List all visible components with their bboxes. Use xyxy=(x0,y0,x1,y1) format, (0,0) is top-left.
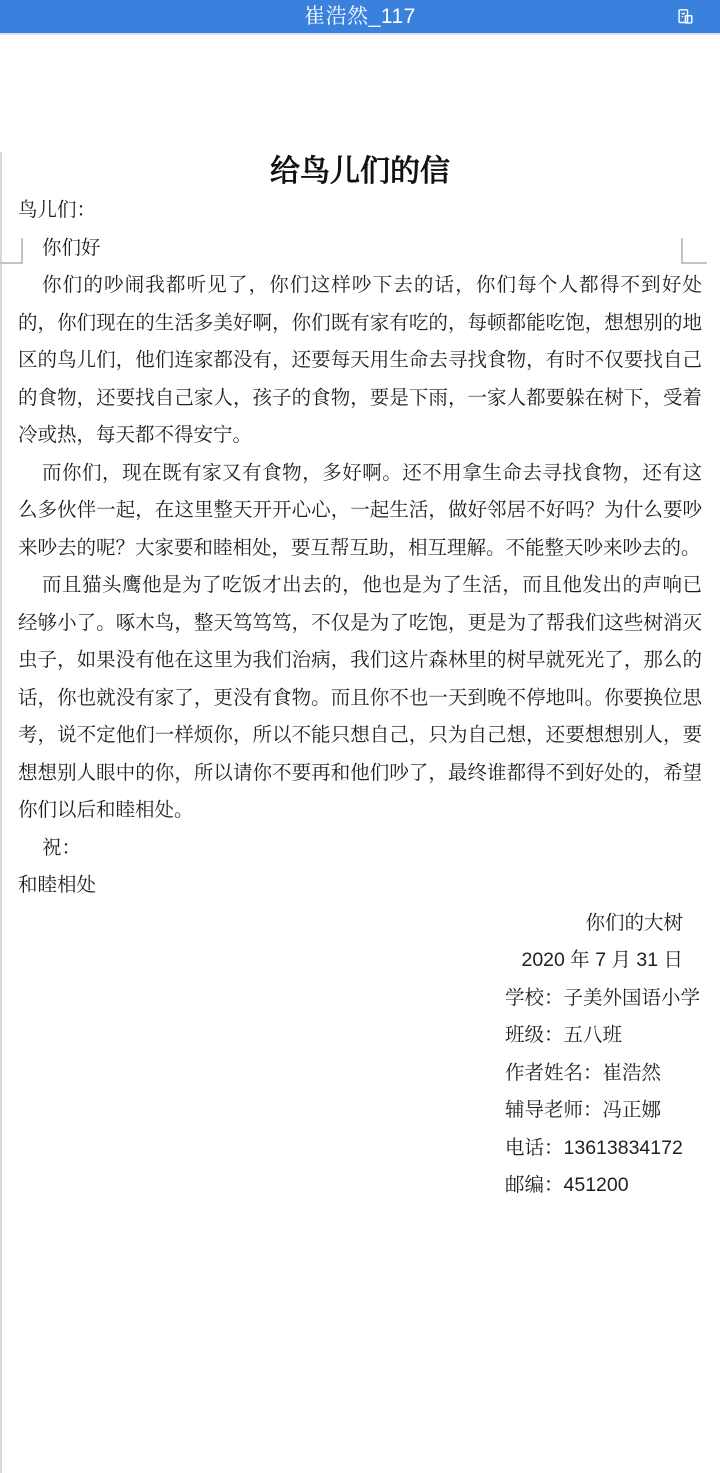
letter-date: 2020 年 7 月 31 日 xyxy=(521,949,683,971)
margin-cropmark-topright xyxy=(681,262,707,264)
meta-class: 班级：五八班 xyxy=(505,1024,623,1046)
letter-paragraph: 而你们，现在既有家又有食物，多好啊。还不用拿生命去寻找食物，还有这么多伙伴一起，在这里整天开开心心，一起生活，做好邻居不好吗？为什么要吵来吵去的呢？大家要和睦相处，要互帮互助，相互理解。不能整天吵来吵去的。 xyxy=(18,461,702,559)
letter-paragraph: 而且猫头鹰他是为了吃饭才出去的，他也是为了生活，而且他发出的声响已经够小了。啄木鸟，整天笃笃笃，不仅是为了吃饱，更是为了帮我们这些树消灭虫子，如果没有他在这里为我们治病，我们这片森林里的树早就死光了，那么的话，你也就没有家了，更没有食物。而且你不也一天到晚不停地叫。你要换位思考，说不定他们一样烦你，所以不能只想自己，只为自己想，还要想想别人，要想想别人眼中的你，所以请你不要再和他们吵了，最终谁都得不到好处的，希望你们以后和睦相处。 xyxy=(18,574,702,821)
page-view-icon-glyph xyxy=(674,5,696,29)
meta-zipcode: 邮编：451200 xyxy=(505,1174,629,1196)
margin-cropmark-topright xyxy=(681,238,683,264)
letter-document xyxy=(0,152,720,1205)
meta-teacher: 辅导老师：冯正娜 xyxy=(505,1099,662,1121)
margin-cropmark-topleft xyxy=(21,238,23,264)
document-filename: 崔浩然_117 xyxy=(304,5,416,28)
meta-phone: 电话：13613834172 xyxy=(505,1136,683,1159)
document-page xyxy=(0,152,720,1473)
letter-closing-zhu: 祝： xyxy=(42,836,82,859)
meta-author: 作者姓名：崔浩然 xyxy=(505,1061,662,1084)
letter-greeting: 你们好 xyxy=(42,236,101,259)
letter-salutation: 鸟儿们： xyxy=(18,199,97,221)
letter-closing-wish: 和睦相处 xyxy=(18,874,97,896)
meta-school: 学校：子美外国语小学 xyxy=(505,986,701,1009)
letter-paragraph: 你们的吵闹我都听见了，你们这样吵下去的话，你们每个人都得不到好处的，你们现在的生活多美好啊，你们既有家有吃的，每顿都能吃饱，想想别的地区的鸟儿们，他们连家都没有，还要每天用生命去寻找食物，有时不仅要找自己的食物，还要找自己家人，孩子的食物，要是下雨，一家人都要躲在树下，受着冷或热，每天都不得安宁。 xyxy=(18,274,702,446)
page-edge-line xyxy=(0,152,2,1473)
app-bar xyxy=(0,0,720,35)
margin-cropmark-topleft xyxy=(0,262,23,264)
letter-signature: 你们的大树 xyxy=(585,911,683,934)
letter-title: 给鸟儿们的信 xyxy=(270,155,450,188)
page-view-icon[interactable] xyxy=(668,4,702,30)
